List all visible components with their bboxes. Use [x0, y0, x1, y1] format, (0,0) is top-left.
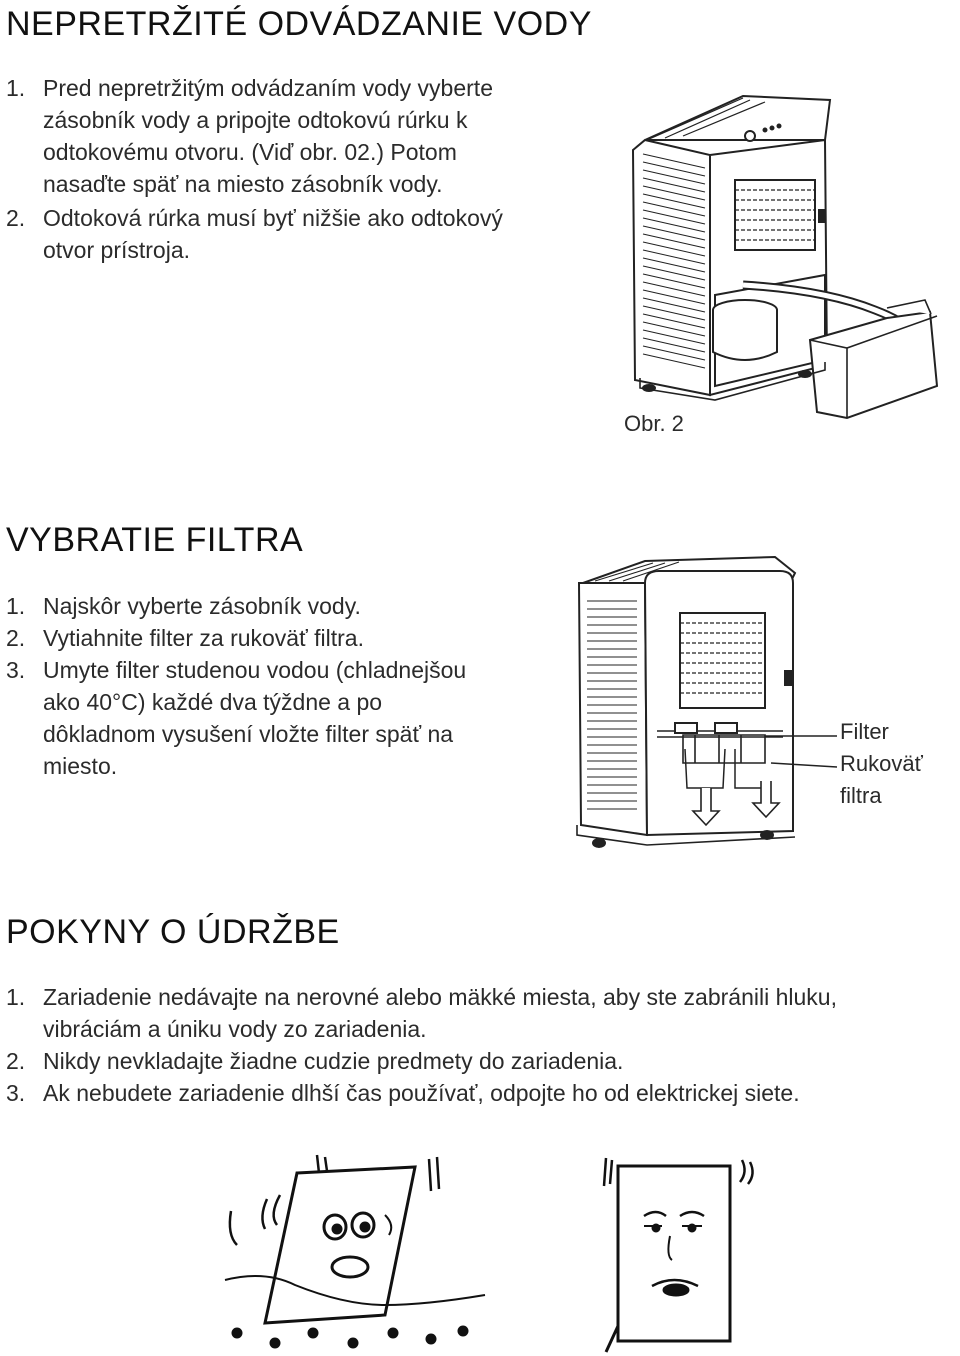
- label-handle-line1: Rukoväť: [840, 751, 923, 776]
- maintenance-item-1: 1. Zariadenie nedávajte na nerovné alebo mäkké miesta, aby ste zabránili hluku, vibráciám a úniku vody zo zariadenia.: [6, 984, 837, 1042]
- dehumidifier-drain-illustration: [625, 90, 955, 450]
- filter-item-3: 3. Umyte filter studenou vodou (chladnejšou ako 40°C) každé dva týždne a po dôkladnom vysušení vložte filter späť na miesto.: [6, 657, 467, 779]
- figure-caption: Obr. 2: [624, 411, 684, 436]
- drainage-item-2: 2. Odtoková rúrka musí byť nižšie ako odtokový otvor prístroja.: [6, 205, 503, 263]
- sad-device-cartoon: [600, 1156, 760, 1356]
- maintenance-item-3: 3. Ak nebudete zariadenie dlhší čas používať, odpojte ho od elektrickej siete.: [6, 1080, 800, 1106]
- filter-item-2: 2. Vytiahnite filter za rukoväť filtra.: [6, 625, 364, 651]
- label-handle-line2: filtra: [840, 783, 882, 808]
- vibrating-device-cartoon: [225, 1155, 495, 1355]
- filter-item-1: 1. Najskôr vyberte zásobník vody.: [6, 593, 361, 619]
- label-filter: Filter: [840, 719, 889, 744]
- maintenance-item-2: 2. Nikdy nevkladajte žiadne cudzie predmety do zariadenia.: [6, 1048, 624, 1074]
- section-title-drainage: NEPRETRŽITÉ ODVÁDZANIE VODY: [6, 5, 592, 43]
- section-title-maintenance: POKYNY O ÚDRŽBE: [6, 913, 340, 951]
- filter-removal-illustration: [575, 553, 815, 853]
- drainage-item-1: 1. Pred nepretržitým odvádzaním vody vyberte zásobník vody a pripojte odtokovú rúrku k odtokovému otvoru. (Viď obr. 02.) Potom nasaďte späť na miesto zásobník vody.: [6, 75, 493, 197]
- section-title-filter: VYBRATIE FILTRA: [6, 521, 304, 559]
